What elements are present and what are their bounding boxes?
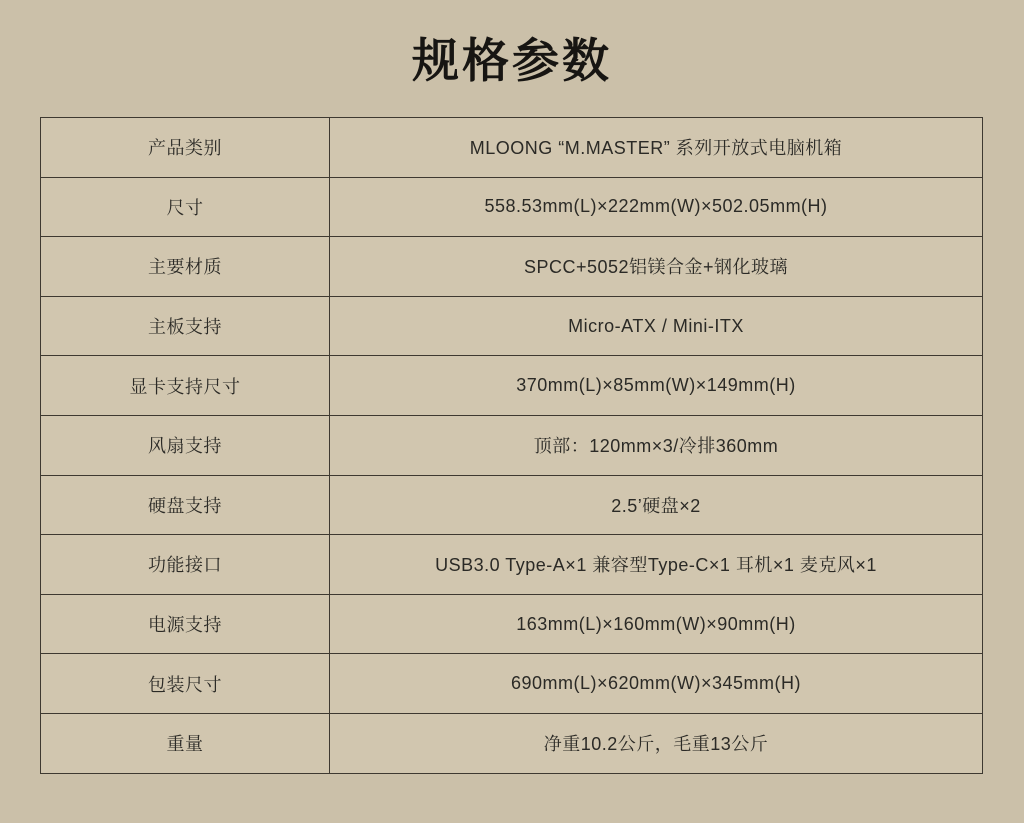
spec-label: 主要材质 xyxy=(41,237,330,297)
table-row xyxy=(41,475,983,535)
table-row xyxy=(41,594,983,654)
spec-label: 硬盘支持 xyxy=(41,475,330,535)
table-row xyxy=(41,118,983,178)
spec-value: 558.53mm(L)×222mm(W)×502.05mm(H) xyxy=(330,177,983,237)
table-row xyxy=(41,237,983,297)
spec-value: MLOONG “M.MASTER” 系列开放式电脑机箱 xyxy=(330,118,983,178)
spec-label: 显卡支持尺寸 xyxy=(41,356,330,416)
page-title: 规格参数 xyxy=(412,34,612,87)
spec-label: 主板支持 xyxy=(41,296,330,356)
spec-label: 功能接口 xyxy=(41,535,330,595)
table-row xyxy=(41,535,983,595)
spec-label: 风扇支持 xyxy=(41,415,330,475)
spec-label: 重量 xyxy=(41,713,330,773)
table-row xyxy=(41,415,983,475)
table-row xyxy=(41,356,983,416)
spec-label: 尺寸 xyxy=(41,177,330,237)
table-row xyxy=(41,296,983,356)
spec-value: USB3.0 Type-A×1 兼容型Type-C×1 耳机×1 麦克风×1 xyxy=(330,535,983,595)
spec-value: SPCC+5052铝镁合金+钢化玻璃 xyxy=(330,237,983,297)
spec-label: 包装尺寸 xyxy=(41,654,330,714)
spec-value: 370mm(L)×85mm(W)×149mm(H) xyxy=(330,356,983,416)
spec-value: Micro-ATX / Mini-ITX xyxy=(330,296,983,356)
table-row xyxy=(41,654,983,714)
table-row xyxy=(41,713,983,773)
spec-label: 产品类别 xyxy=(41,118,330,178)
spec-table xyxy=(40,117,983,774)
spec-value: 净重10.2公斤，毛重13公斤 xyxy=(330,713,983,773)
spec-value: 163mm(L)×160mm(W)×90mm(H) xyxy=(330,594,983,654)
spec-label: 电源支持 xyxy=(41,594,330,654)
spec-value: 690mm(L)×620mm(W)×345mm(H) xyxy=(330,654,983,714)
spec-table-body xyxy=(41,118,983,774)
spec-value: 顶部：120mm×3/冷排360mm xyxy=(330,415,983,475)
spec-value: 2.5’硬盘×2 xyxy=(330,475,983,535)
table-row xyxy=(41,177,983,237)
